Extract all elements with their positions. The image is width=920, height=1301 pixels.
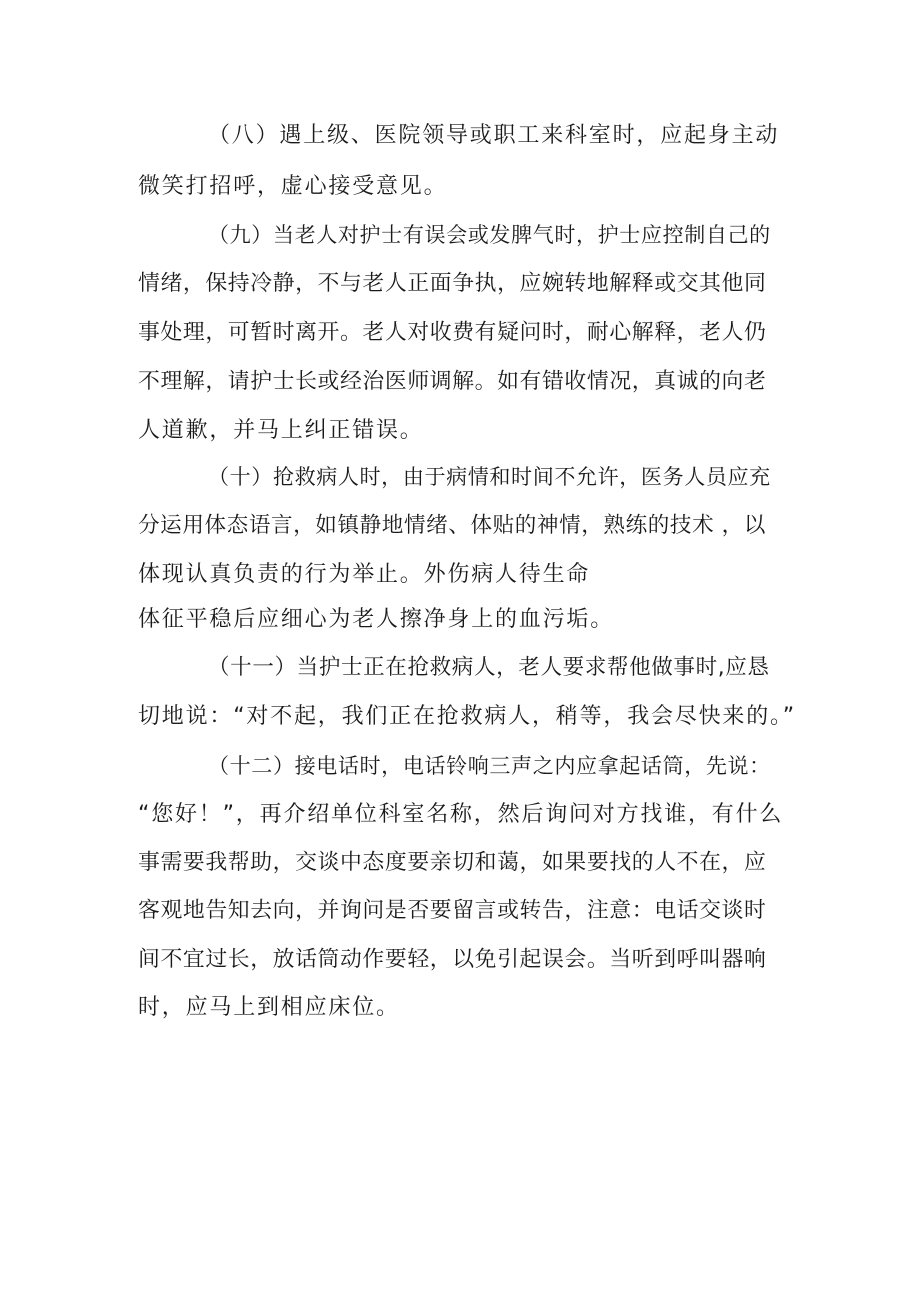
paragraph-10-line-1: （十）抢救病人时，由于病情和时间不允许，医务人员应充 xyxy=(208,464,771,489)
paragraph-12-line-1: （十二）接电话时，电话铃响三声之内应拿起话筒，先说： xyxy=(208,753,771,778)
paragraph-12-line-2: “您好！”，再介绍单位科室名称，然后询问对方找谁，有什么 xyxy=(138,802,784,827)
paragraph-8-line-2: 微笑打招呼，虚心接受意见。 xyxy=(138,174,448,199)
paragraph-9-line-5: 人道歉，并马上纠正错误。 xyxy=(138,418,424,443)
paragraph-12-line-5: 间不宜过长，放话筒动作要轻，以免引起误会。当听到呼叫器响 xyxy=(138,947,767,972)
paragraph-9-line-1: （九）当老人对护士有误会或发脾气时，护士应控制自己的 xyxy=(208,222,771,247)
paragraph-11-line-2: 切地说：“对不起，我们正在抢救病人，稍等，我会尽快来的。” xyxy=(138,704,796,729)
paragraph-9-line-4: 不理解，请护士长或经治医师调解。如有错收情况，真诚的向老 xyxy=(138,369,767,394)
paragraph-10-line-2: 分运用体态语言，如镇静地情绪、体贴的神情，熟练的技术 ，以 xyxy=(138,513,767,538)
paragraph-12-line-3: 事需要我帮助，交谈中态度要亲切和蔼，如果要找的人不在，应 xyxy=(138,850,767,875)
paragraph-10-line-3: 体现认真负责的行为举止。外伤病人待生命 xyxy=(138,562,591,587)
paragraph-12-line-6: 时，应马上到相应床位。 xyxy=(138,995,400,1020)
paragraph-11-line-1: （十一）当护士正在抢救病人，老人要求帮他做事时,应恳 xyxy=(208,655,770,680)
paragraph-9-line-3: 事处理，可暂时离开。老人对收费有疑问时，耐心解释，老人仍 xyxy=(138,320,767,345)
paragraph-10-line-4: 体征平稳后应细心为老人擦净身上的血污垢。 xyxy=(138,607,615,632)
paragraph-9-line-2: 情绪，保持冷静，不与老人正面争执，应婉转地解释或交其他同 xyxy=(138,271,767,296)
paragraph-8-line-1: （八）遇上级、医院领导或职工来科室时，应起身主动 xyxy=(208,123,780,148)
paragraph-12-line-4: 客观地告知去向，并询问是否要留言或转告，注意：电话交谈时 xyxy=(138,898,767,923)
